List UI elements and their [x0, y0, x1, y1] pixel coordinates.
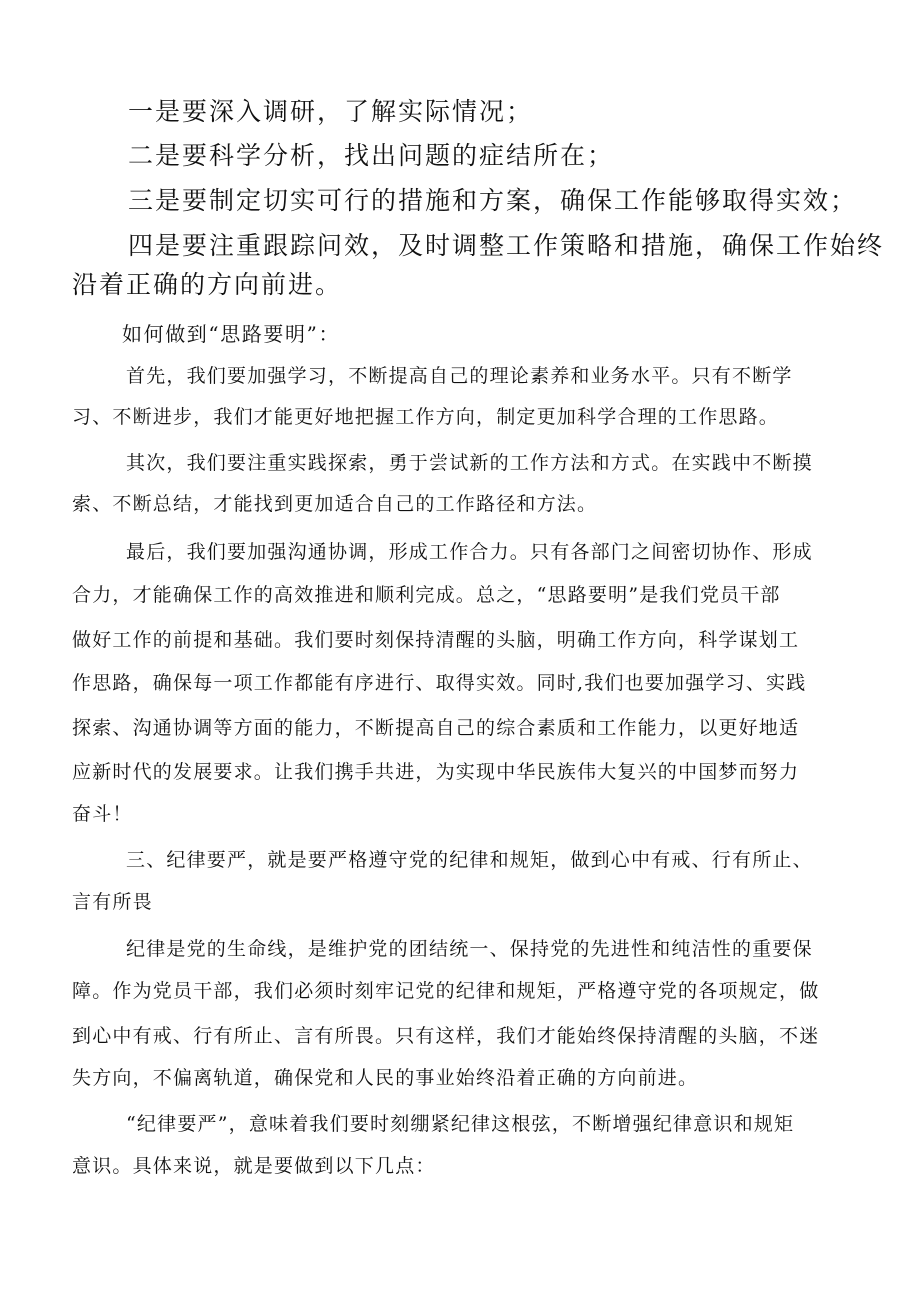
text-line: 二是要科学分析，找出问题的症结所在；: [128, 141, 615, 170]
text-line: 如何做到“思路要明”：: [122, 322, 341, 346]
text-line: 三是要制定切实可行的措施和方案，确保工作能够取得实效；: [128, 186, 858, 215]
text-line: 纪律是党的生命线，是维护党的团结统一、保持党的先进性和纯洁性的重要保: [126, 938, 813, 960]
text-line: 意识。具体来说，就是要做到以下几点：: [72, 1155, 436, 1177]
text-line: 障。作为党员干部，我们必须时刻牢记党的纪律和规矩，严格遵守党的各项规定，做: [72, 980, 820, 1002]
text-line: 做好工作的前提和基础。我们要时刻保持清醒的头脑，明确工作方向，科学谋划工: [72, 629, 800, 651]
text-line: 四是要注重跟踪问效，及时调整工作策略和措施，确保工作始终: [128, 231, 885, 260]
text-line: 合力，才能确保工作的高效推进和顺利完成。总之，“思路要明”是我们党员干部: [72, 584, 781, 606]
text-line: 奋斗！: [72, 803, 133, 825]
text-line: 失方向，不偏离轨道，确保党和人民的事业始终沿着正确的方向前进。: [72, 1067, 699, 1089]
text-line: 索、不断总结，才能找到更加适合自己的工作路径和方法。: [72, 493, 598, 515]
text-line: 应新时代的发展要求。让我们携手共进，为实现中华民族伟大复兴的中国梦而努力: [72, 761, 800, 783]
section-heading: 三、纪律要严，就是要严格遵守党的纪律和规矩，做到心中有戒、行有所止、: [126, 849, 813, 871]
text-line: 沿着正确的方向前进。: [72, 270, 343, 299]
text-line: 作思路，确保每一项工作都能有序进行、取得实效。同时,我们也要加强学习、实践: [72, 672, 807, 694]
text-line: 习、不断进步，我们才能更好地把握工作方向，制定更加科学合理的工作思路。: [72, 406, 780, 428]
text-line: “纪律要严”，意味着我们要时刻绷紧纪律这根弦，不断增强纪律意识和规矩: [126, 1113, 795, 1135]
text-line: 首先，我们要加强学习，不断提高自己的理论素养和业务水平。只有不断学: [126, 365, 793, 387]
text-line: 其次，我们要注重实践探索，勇于尝试新的工作方法和方式。在实践中不断摸: [126, 452, 813, 474]
text-line: 一是要深入调研，了解实际情况；: [128, 97, 534, 126]
text-line: 到心中有戒、行有所止、言有所畏。只有这样，我们才能始终保持清醒的头脑，不迷: [72, 1025, 820, 1047]
section-heading: 言有所畏: [72, 891, 153, 913]
text-line: 探索、沟通协调等方面的能力，不断提高自己的综合素质和工作能力，以更好地适: [72, 717, 800, 739]
text-line: 最后，我们要加强沟通协调，形成工作合力。只有各部门之间密切协作、形成: [126, 541, 813, 563]
